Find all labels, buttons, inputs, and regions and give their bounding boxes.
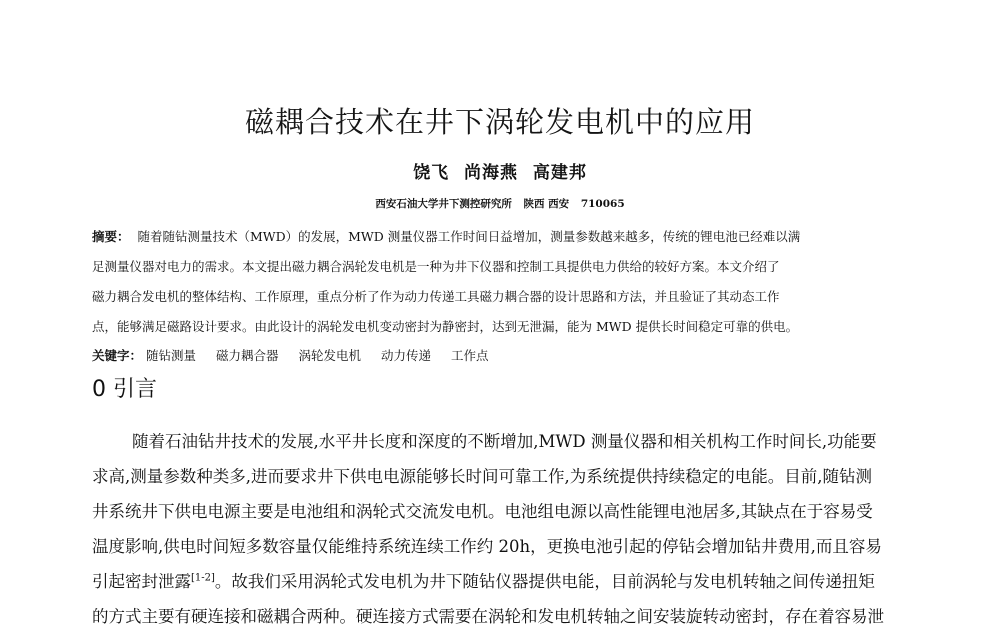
keyword: 工作点: [451, 348, 489, 363]
affiliation: [0, 196, 1000, 211]
paper-title: 磁耦合技术在井下涡轮发电机中的应用: [244, 105, 755, 139]
body-paragraph: [92, 424, 914, 634]
abstract-line: 磁力耦合发电机的整体结构、工作原理，重点分析了作为动力传递工具磁力耦合器的设计思路和方法，并且验证了其动态工作: [92, 289, 780, 304]
body-line: 井系统井下供电电源主要是电池组和涡轮式交流发电机。电池组电源以高性能锂电池居多,其缺点在于容易受: [92, 502, 873, 521]
body-line: 的方式主要有硬连接和磁耦合两种。硬连接方式需要在涡轮和发电机转轴之间安装旋转动密封，存在着容易泄: [92, 607, 884, 626]
author-name: 饶飞: [413, 163, 450, 183]
author-list: [0, 158, 1000, 183]
keywords: [92, 346, 914, 364]
author-name: 高建邦: [532, 163, 587, 183]
affiliation-institution: 西安石油大学井下测控研究所: [375, 198, 512, 210]
body-text-segment: 引起密封泄露: [92, 572, 191, 591]
abstract-line: [92, 222, 914, 252]
keyword: 涡轮发电机: [298, 348, 362, 363]
keyword: 磁力耦合器: [216, 348, 279, 363]
keywords-label: 关键字：: [92, 348, 143, 363]
body-line: 求高,测量参数种类多,进而要求井下供电电源能够长时间可靠工作,为系统提供持续稳定的电能。目前,随钻测: [92, 467, 872, 486]
abstract-line: 点，能够满足磁路设计要求。由此设计的涡轮发电机变动密封为静密封，达到无泄漏，能为 MWD 提供长时间稳定可靠的供电。: [92, 319, 799, 334]
affiliation-city: 陕西 西安: [523, 198, 570, 210]
author-name: 尚海燕: [464, 163, 518, 183]
keyword: 随钻测量: [146, 348, 197, 363]
body-line: [92, 564, 914, 599]
abstract-label: 摘要：: [92, 229, 130, 244]
body-line: 随着石油钻井技术的发展,水平井长度和深度的不断增加,MWD 测量仪器和相关机构工作时间长,功能要: [132, 432, 877, 451]
affiliation-postcode: 710065: [580, 198, 625, 210]
abstract-text: 随着随钻测量技术（MWD）的发展，MWD 测量仪器工作时间日益增加，测量参数越来越多，传统的锂电池已经难以满: [137, 229, 801, 244]
keyword: 动力传递: [381, 348, 432, 363]
abstract: [92, 222, 914, 342]
body-line: 温度影响,供电时间短多数容量仅能维持系统连续工作约 20h，更换电池引起的停钻会增加钻井费用,而且容易: [92, 537, 882, 556]
section-heading: 0 引言: [92, 377, 157, 402]
citation-ref[interactable]: [1-2]: [191, 572, 215, 584]
body-text-segment: 。故我们采用涡轮式发电机为井下随钻仪器提供电能，目前涡轮与发电机转轴之间传递扭矩: [214, 572, 875, 591]
abstract-line: 足测量仪器对电力的需求。本文提出磁力耦合涡轮发电机是一种为井下仪器和控制工具提供电力供给的较好方案。本文介绍了: [92, 259, 780, 274]
